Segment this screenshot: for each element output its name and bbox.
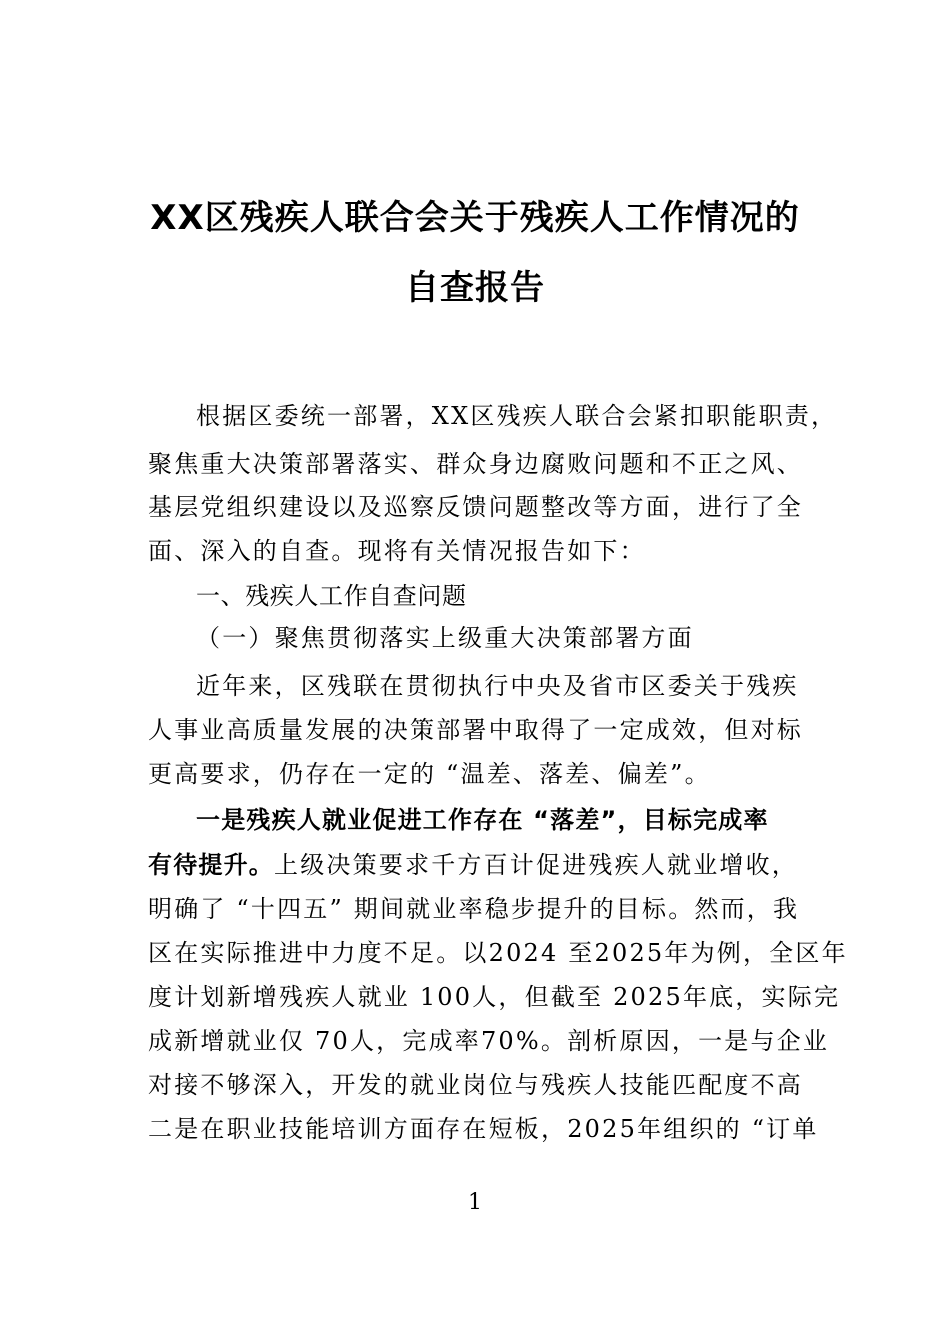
point-1-line-2: [148, 849, 798, 881]
document-title-line-1: XX区残疾人联合会关于残疾人工作情况的: [150, 198, 800, 238]
subsection-heading-1: （一）聚焦贯彻落实上级重大决策部署方面: [196, 624, 694, 652]
document-title-line-2: 自查报告: [405, 268, 545, 308]
page-number: 1: [468, 1190, 482, 1215]
point-1-line-4: 区在实际推进中力度不足。以2024 至2025年为例，全区年: [148, 939, 848, 967]
point-1-line-5: 度计划新增残疾人就业 100人，但截至 2025年底，实际完: [148, 983, 841, 1011]
point-1-line-3: 明确了 “十四五” 期间就业率稳步提升的目标。然而，我: [148, 895, 800, 923]
intro-line-2: 聚焦重大决策部署落实、群众身边腐败问题和不正之风、: [148, 450, 803, 478]
point-1-bold-line-1: 一是残疾人就业促进工作存在 “落差”，目标完成率: [196, 806, 769, 834]
paragraph-1-line-3: 更高要求，仍存在一定的 “温差、落差、偏差”。: [148, 760, 711, 788]
intro-line-4: 面、深入的自查。现将有关情况报告如下：: [148, 537, 646, 565]
point-1-line-7: 对接不够深入，开发的就业岗位与残疾人技能匹配度不高: [148, 1071, 803, 1099]
point-1-line-2-text: 上级决策要求千方百计促进残疾人就业增收，: [274, 851, 798, 879]
point-1-line-8: 二是在职业技能培训方面存在短板，2025年组织的 “订单: [148, 1115, 819, 1143]
intro-line-1: 根据区委统一部署，XX区残疾人联合会紧扣职能职责，: [196, 402, 838, 430]
paragraph-1-line-2: 人事业高质量发展的决策部署中取得了一定成效，但对标: [148, 716, 803, 744]
point-1-bold-tail: 有待提升。: [148, 851, 274, 879]
intro-line-3: 基层党组织建设以及巡察反馈问题整改等方面，进行了全: [148, 493, 803, 521]
paragraph-1-line-1: 近年来，区残联在贯彻执行中央及省市区委关于残疾: [196, 672, 799, 700]
point-1-line-6: 成新增就业仅 70人，完成率70%。剖析原因，一是与企业: [148, 1027, 830, 1055]
section-heading-1: 一、残疾人工作自查问题: [196, 582, 467, 610]
